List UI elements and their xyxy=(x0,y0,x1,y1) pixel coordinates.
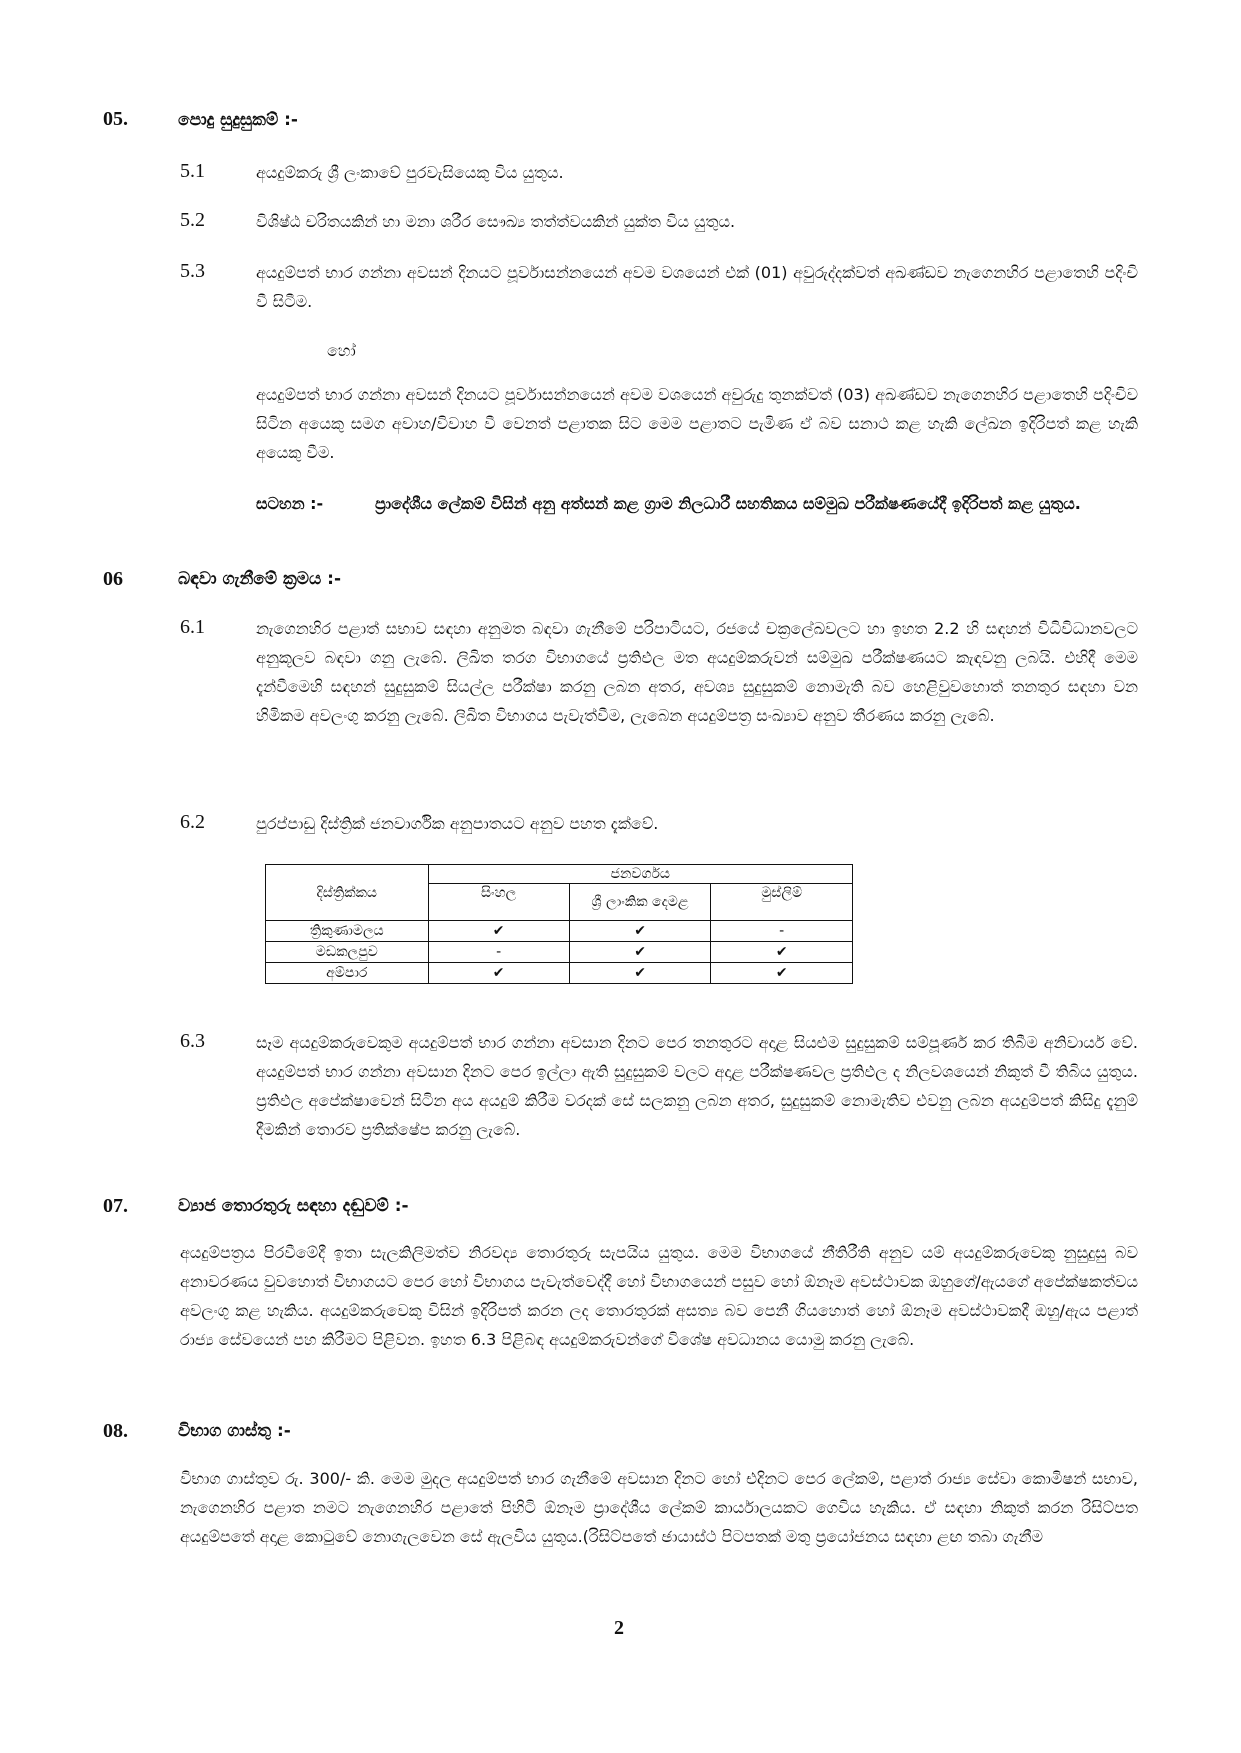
section-08-title: විභාග ගාස්තු :- xyxy=(178,1421,291,1441)
section-06-number: 06 xyxy=(103,568,123,590)
item-6-3-number: 6.3 xyxy=(180,1030,205,1052)
row-district: ත්‍රිකුණාමලය xyxy=(266,921,429,942)
item-6-1-number: 6.1 xyxy=(180,616,205,638)
section-07-title: ව්‍යාජ තොරතුරු සඳහා දඬුවම් :- xyxy=(178,1196,409,1216)
item-6-2-text: පුරප්පාඩු දිස්ත්‍රික් ජනවාර්ගික අනුපාතයට අනුව පහත දැක්වේ. xyxy=(256,814,659,833)
header-muslim: මුස්ලිම් xyxy=(711,884,853,921)
section-05-title: පොදු සුදුසුකම් :- xyxy=(178,110,298,130)
cell-value: ✔ xyxy=(428,921,569,942)
item-5-2-text: විශිෂ්ඨ චරිතයකින් හා මනා ශරීර සෞඛ්‍ය තත්ත්වයකින් යුක්ත විය යුතුය. xyxy=(256,212,736,231)
cell-value: ✔ xyxy=(711,963,853,984)
section-06-title: බඳවා ගැනීමේ ක්‍රමය :- xyxy=(178,569,342,589)
section-08-text: විභාග ගාස්තුව රු. 300/- කි. මෙම මුදල අයදුම්පත් භාර ගැනීමේ අවසාන දිනට හෝ එදිනට පෙර ලේකම්, පළාත් රාජ්‍ය සේවා කොමිෂන් සභාව, නැගෙනහිර පළාත නමට නැගෙනහිර පළාතේ පිහිටි ඕනෑම ප්‍රාදේශීය ලේකම් කාර්යාලයකට ගෙවිය හැකිය. ඒ සඳහා නිකුත් කරන රිසිට්පත අයදුම්පතේ අදාළ කොටුවේ නොගැලවෙන සේ ඇලවිය යුතුය.(රිසිට්පතේ ඡායාස්ථ පිටපතක් මතු ප්‍රයෝජනය සඳහා ළඟ තබා ගැනීම xyxy=(180,1469,1138,1546)
cell-value: ✔ xyxy=(569,921,711,942)
header-tamil: ශ්‍රී ලාංකික දෙමළ xyxy=(569,884,711,921)
page-number: 2 xyxy=(614,1617,624,1639)
note-label: සටහන :- xyxy=(256,494,324,513)
header-ethnicity: ජනවර්ගය xyxy=(428,865,852,884)
item-6-2-number: 6.2 xyxy=(180,811,205,833)
item-6-3-text: සෑම අයදුම්කරුවෙකුම අයදුම්පත් භාර ගන්නා අවසාන දිනට පෙර තනතුරට අදාළ සියළුම සුදුසුකම් සම්පූර්ණ කර තිබීම අනිවාර්ය වේ. අයදුම්පත් භාර ගන්නා අවසාන දිනට පෙර ඉල්ලා ඇති සුදුසුකම් වලට අදාළ පරීක්ෂණවල ප්‍රතිඵල ද නිලවශයෙන් නිකුත් වී තිබිය යුතුය. ප්‍රතිඵල අපේක්ෂාවෙන් සිටින අය අයදුම් කිරීම වරදක් සේ සලකනු ලබන අතර, සුදුසුකම් නොමැතිව එවනු ලබන අයදුම්පත් කිසිදු දැනුම් දීමකින් තොරව ප්‍රතික්ෂේප කරනු ලැබේ. xyxy=(256,1033,1138,1139)
cell-value: ✔ xyxy=(711,942,853,963)
cell-value: ✔ xyxy=(569,963,711,984)
header-district: දිස්ත්‍රික්කය xyxy=(266,865,429,921)
section-07-text: අයදුම්පත්‍රය පිරවීමේදී ඉතා සැලකිලිමත්ව නිරවද්‍ය තොරතුරු සැපයිය යුතුය. මෙම විභාගයේ නීතිරීති අනුව යම් අයදුම්කරුවෙකු නුසුදුසු බව අනාවරණය වුවහොත් විභාගයට පෙර හෝ විභාගය පැවැත්වෙද්දී හෝ විභාගයෙන් පසුව හෝ ඕනෑම අවස්ථාවක ඔහුගේ/ඇයගේ අපේක්ෂකත්වය අවලංගු කළ හැකිය. අයදුම්කරුවෙකු විසින් ඉදිරිපත් කරන ලද තොරතුරක් අසත්‍ය බව පෙනී ගියහොත් හෝ ඕනෑම අවස්ථාවකදී ඔහු/ඇය පළාත් රාජ්‍ය සේවයෙන් පහ කිරීමට පිළිවන. ඉහත 6.3 පිළිබඳ අයදුම්කරුවන්ගේ විශේෂ අවධානය යොමු කරනු ලැබේ. xyxy=(180,1243,1138,1349)
section-07-number: 07. xyxy=(103,1195,128,1217)
row-district: මඩකලපුව xyxy=(266,942,429,963)
cell-value: ✔ xyxy=(569,942,711,963)
table-row xyxy=(266,963,853,984)
ethnicity-table xyxy=(265,864,853,984)
item-5-3-alternative: අයදුම්පත් භාර ගන්නා අවසන් දිනයට පූර්වාසන්නයෙන් අවම වශයෙන් අවුරුදු තුනක්වත් (03) අඛණ්ඩව නැගෙනහිර පළාතෙහි පදිංචිව සිටින අයෙකු සමග අවාහ/විවාහ වී වෙනත් පළාතක සිට මෙම පළාතට පැමිණ ඒ බව සනාථ කළ හැකි ලේඛන ඉදිරිපත් කළ හැකි අයෙකු වීම. xyxy=(256,385,1138,462)
note-text: ප්‍රාදේශීය ලේකම් විසින් අනු අත්සන් කළ ග්‍රාම නිලධාරී සහතිකය සම්මුඛ පරීක්ෂණයේදී ඉදිරිපත් කළ යුතුය. xyxy=(375,494,1081,513)
section-05-number: 05. xyxy=(103,108,128,130)
row-district: අම්පාර xyxy=(266,963,429,984)
item-5-2-number: 5.2 xyxy=(180,209,205,231)
item-5-3-number: 5.3 xyxy=(180,260,205,282)
cell-value: - xyxy=(711,921,853,942)
table-row xyxy=(266,942,853,963)
item-5-1-number: 5.1 xyxy=(180,160,205,182)
cell-value: - xyxy=(428,942,569,963)
section-08-number: 08. xyxy=(103,1420,128,1442)
header-sinhala: සිංහල xyxy=(428,884,569,921)
table-row xyxy=(266,921,853,942)
or-connector: හෝ xyxy=(327,341,356,360)
item-6-1-text: නැගෙනහිර පළාත් සභාව සඳහා අනුමත බඳවා ගැනීමේ පරිපාටියට, රජයේ චක්‍රලේඛවලට හා ඉහත 2.2 හි සඳහන් විධිවිධානවලට අනුකූලව බඳවා ගනු ලැබේ. ලිඛිත තරග විභාගයේ ප්‍රතිඵල මත අයදුම්කරුවන් සම්මුඛ පරීක්ෂණයට කැඳවනු ලබයි. එහිදී මෙම දැන්වීමෙහි සඳහන් සුදුසුකම් සියල්ල පරීක්ෂා කරනු ලබන අතර, අවශ්‍ය සුදුසුකම් නොමැති බව හෙළිවුවහොත් තනතුර සඳහා වන හිමිකම අවලංගු කරනු ලැබේ. ලිඛිත විභාගය පැවැත්වීම, ලැබෙන අයදුම්පත්‍ර සංඛ්‍යාව අනුව තීරණය කරනු ලැබේ. xyxy=(256,619,1138,725)
item-5-3-text: අයදුම්පත් භාර ගන්නා අවසන් දිනයට පූර්වාසන්නයෙන් අවම වශයෙන් එක් (01) අවුරුද්දක්වත් අඛණ්ඩව නැගෙනහිර පළාතෙහි පදිංචි වී සිටීම. xyxy=(256,263,1138,311)
item-5-1-text: අයදුම්කරු ශ්‍රී ලංකාවේ පුරවැසියෙකු විය යුතුය. xyxy=(256,163,564,182)
cell-value: ✔ xyxy=(428,963,569,984)
